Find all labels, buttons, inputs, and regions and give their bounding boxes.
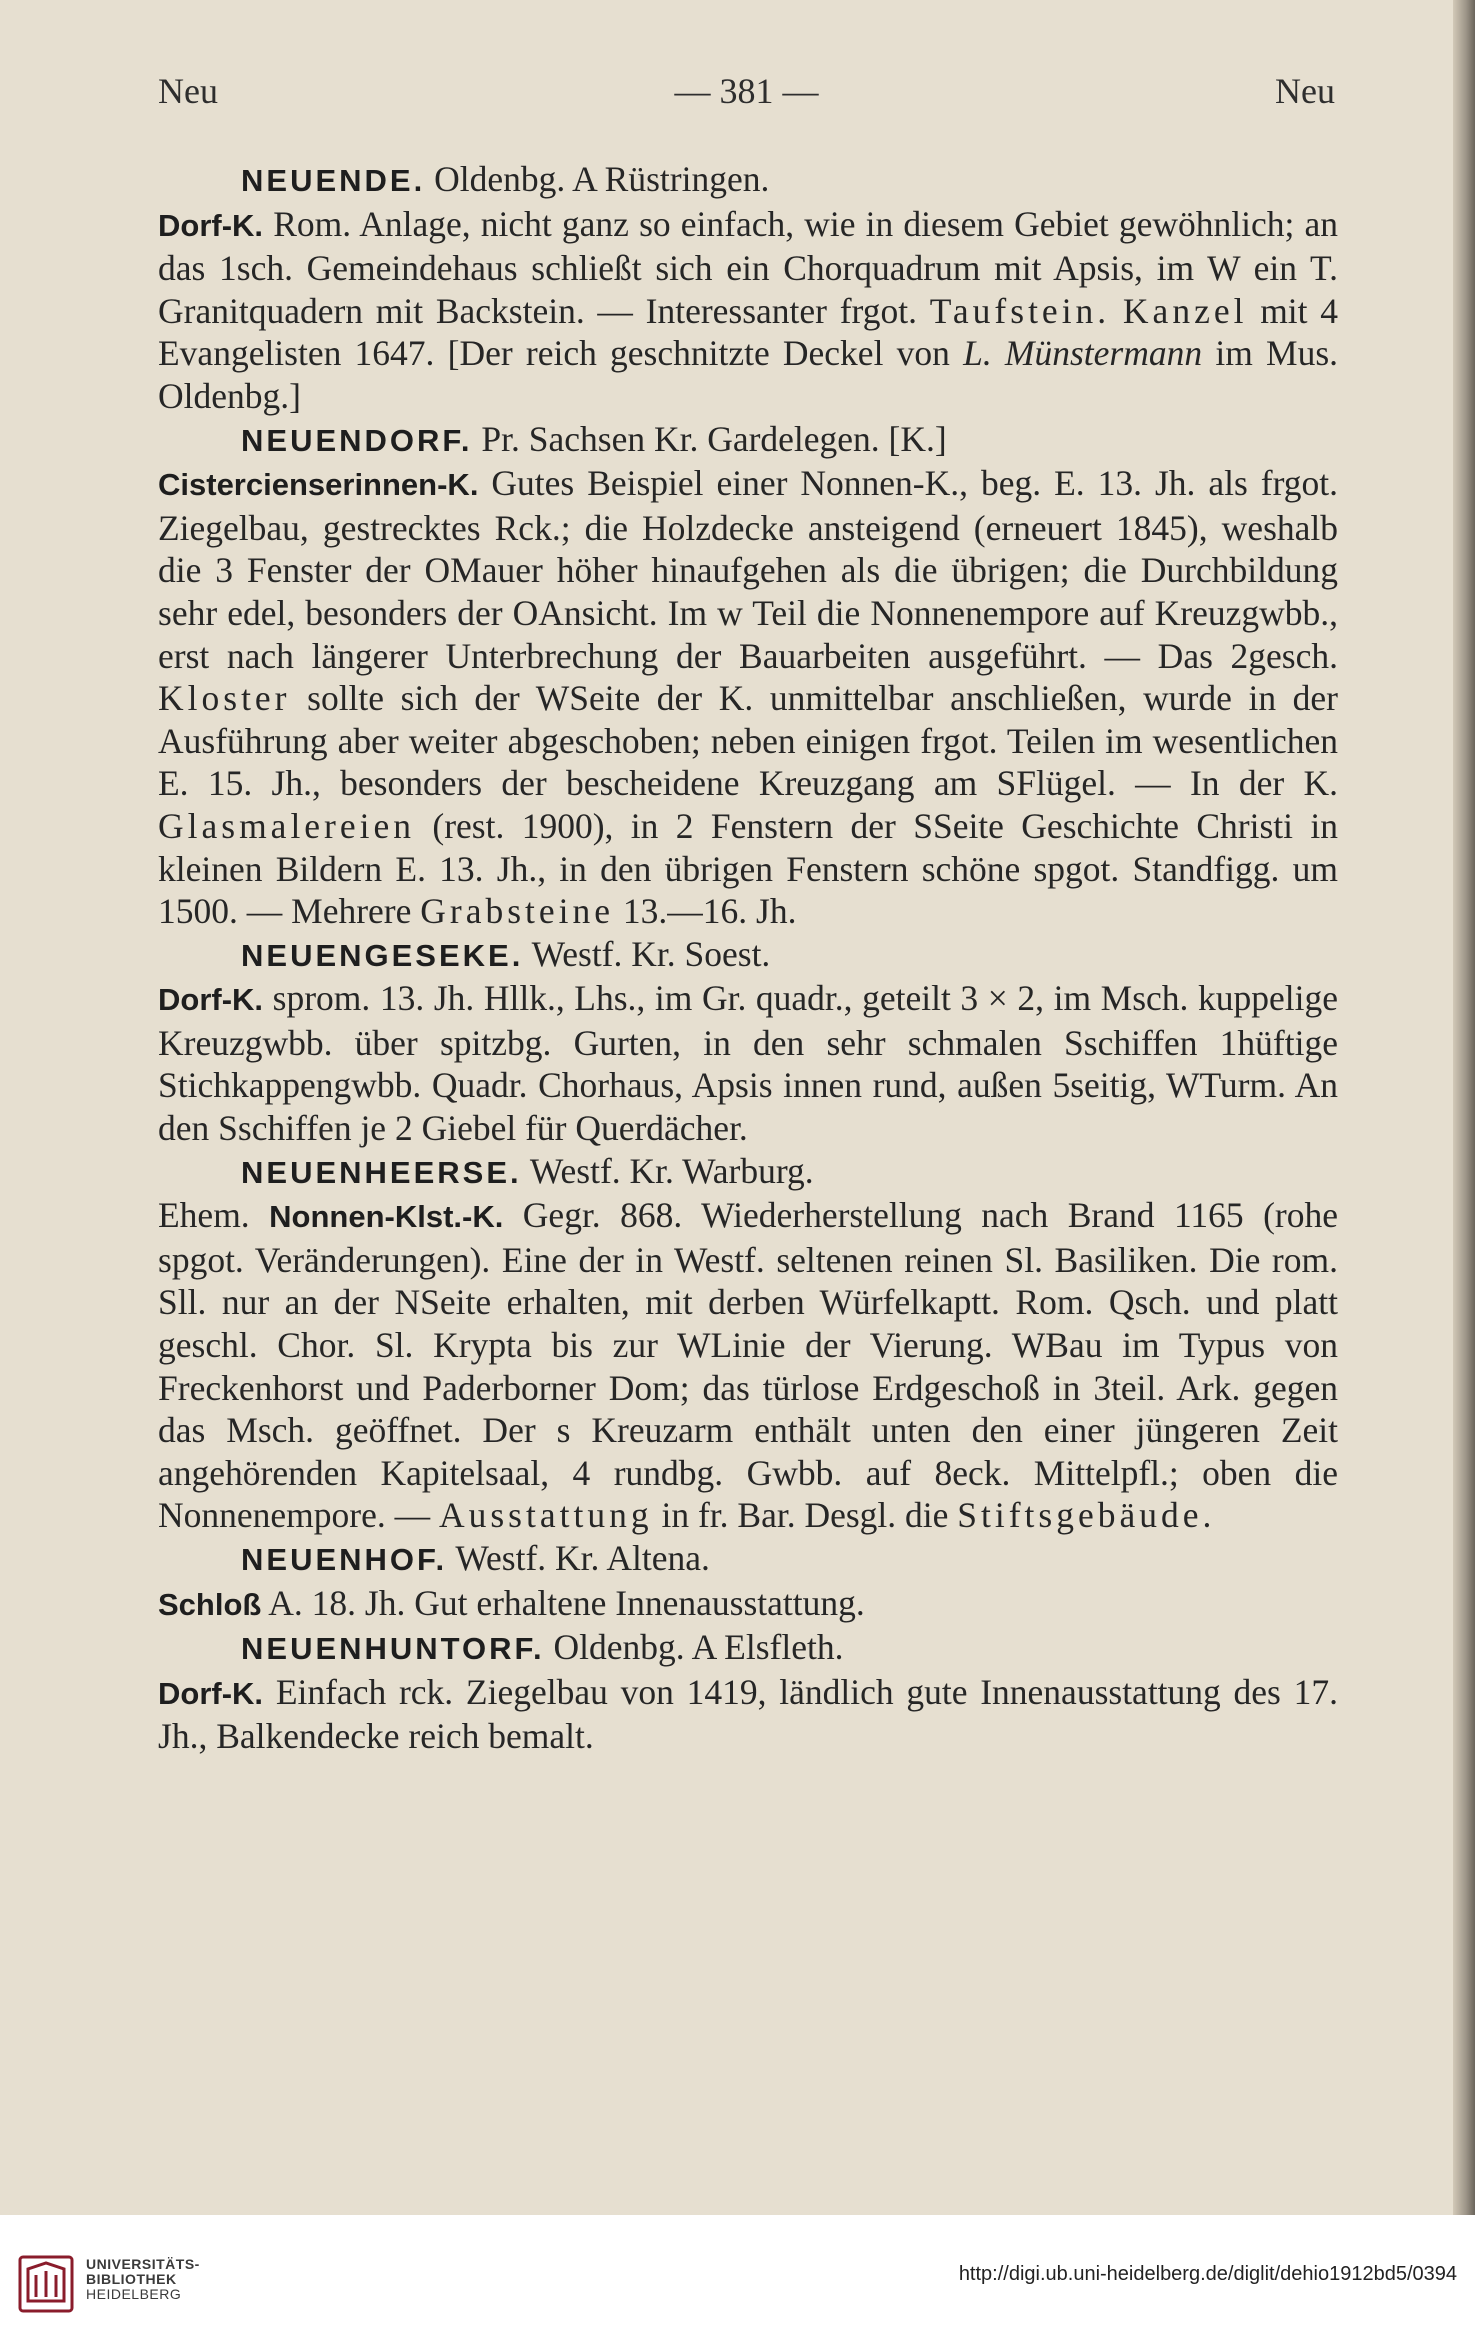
text-run: mit 4 Evangelisten 1647. [Der reich geschnitzte Deckel von	[158, 290, 1339, 374]
entry-title: NEUENHEERSE.	[241, 1154, 522, 1190]
entry-region: Oldenbg. A Rüstringen.	[434, 159, 770, 199]
spaced-term: Ausstattung	[438, 1495, 653, 1536]
entry-text	[158, 203, 1338, 418]
entry-heading	[241, 158, 1338, 203]
text-run: Gutes Beispiel einer Nonnen-K., beg. E. 13. Jh. als frgot. Ziegelbau, gestrecktes Rck.; die Holzdecke ansteigend (erneuert 1845), weshalb die 3 Fenster der OMauer höher hinaufgehen als die übrigen; die Durchbildung sehr edel, besonders der OAnsicht. Im w Teil die Nonnenempore auf Kreuzgwbb., erst nach längerer Unterbrechung der Bauarbeiten ausgeführt. — Das 2gesch.	[158, 463, 1338, 676]
entry-label: Nonnen-Klst.-K.	[269, 1199, 504, 1235]
text-run: sollte sich der WSeite der K. unmittelbar anschließen, wurde in der Ausführung aber weiter abgeschoben; neben einigen frgot. Teilen im wesentlichen E. 15. Jh., besonders der bescheidene Kreuzgang am SFlügel. — In der K.	[158, 678, 1338, 804]
entry-region: Westf. Kr. Warburg.	[529, 1150, 814, 1191]
spaced-term: Taufstein.	[929, 290, 1111, 331]
entry-heading	[241, 1537, 1338, 1582]
entry-neuenheerse	[158, 1150, 1338, 1537]
entry-heading	[241, 1150, 1338, 1195]
text-run: Einfach rck. Ziegelbau von 1419, ländlich gute Innenausstattung des 17. Jh., Balkendecke reich bemalt.	[158, 1671, 1339, 1757]
page-number: — 381 —	[674, 71, 819, 111]
entry-neuende	[158, 158, 1338, 418]
entry-text	[158, 462, 1338, 933]
entry-region: Pr. Sachsen Kr. Gardelegen. [K.]	[481, 418, 947, 459]
entry-label: Dorf-K.	[158, 982, 264, 1018]
text-run: sprom. 13. Jh. Hllk., Lhs., im Gr. quadr., geteilt 3 × 2, im Msch. kuppelige Kreuzgwbb. über spitzbg. Gurten, in den sehr schmalen Sschiffen 1hüftige Stichkappengwbb. Quadr. Chorhaus, Apsis innen rund, außen 5seitig, WTurm. An den Sschiffen je 2 Giebel für Querdächer.	[158, 978, 1338, 1149]
library-logo-icon	[18, 2255, 74, 2313]
entry-region: Westf. Kr. Soest.	[531, 933, 771, 974]
library-name-line: HEIDELBERG	[86, 2286, 182, 2302]
page-body	[158, 158, 1338, 1758]
entry-label: Cistercienserinnen-K.	[158, 467, 479, 503]
header-right-keyword: Neu	[1275, 71, 1335, 111]
spaced-term: Grabsteine	[420, 891, 615, 932]
text-run: Gegr. 868. Wiederherstellung nach Brand 1165 (rohe spgot. Veränderungen). Eine der in Westf. seltenen reinen Sl. Basiliken. Die rom. Sll. nur an der NSeite erhalten, mit derben Würfelkaptt. Rom. Qsch. und platt geschl. Chor. Sl. Krypta bis zur WLinie der Vierung. WBau im Typus von Freckenhorst und Paderborner Dom; das türlose Erdgeschoß in 3teil. Ark. gegen das Msch. geöffnet. Der s Kreuzarm enthält unten den einer jüngeren Zeit angehörenden Kapitelsaal, 4 rundbg. Gwbb. auf 8eck. Mittelpfl.; oben die Nonnenempore. —	[158, 1195, 1338, 1536]
entry-text	[158, 1194, 1338, 1537]
digitization-footer	[0, 2215, 1475, 2349]
entry-text	[158, 977, 1338, 1149]
entry-heading	[241, 1626, 1338, 1671]
spaced-term: Kloster	[158, 678, 291, 719]
header-left-keyword: Neu	[158, 71, 218, 111]
entry-label: Schloß	[158, 1586, 262, 1622]
library-name	[86, 2257, 200, 2302]
text-run: in fr. Bar. Desgl. die	[661, 1495, 949, 1536]
entry-label: Dorf-K.	[158, 207, 264, 243]
entry-heading	[241, 418, 1338, 463]
entry-label: Dorf-K.	[158, 1675, 264, 1711]
source-url-link[interactable]: http://digi.ub.uni-heidelberg.de/diglit/dehio1912bd5/0394	[958, 2263, 1457, 2285]
library-name-line: UNIVERSITÄTS-	[86, 2256, 200, 2272]
entry-text	[158, 1671, 1338, 1758]
entry-title: NEUENDE.	[241, 163, 426, 198]
entry-region: Westf. Kr. Altena.	[455, 1538, 710, 1578]
spaced-term: Stiftsgebäude.	[957, 1495, 1216, 1536]
artist-name: L. Münstermann	[963, 333, 1203, 374]
spaced-term: Glasmalereien	[158, 805, 416, 846]
entry-neuengeseke	[158, 933, 1338, 1150]
entry-neuenhof	[158, 1537, 1338, 1626]
entry-title: NEUENHOF.	[241, 1542, 448, 1577]
entry-title: NEUENDORF.	[241, 422, 473, 458]
entry-text	[158, 1582, 1338, 1627]
text-run: A. 18. Jh. Gut erhaltene Innenausstattung.	[268, 1582, 865, 1623]
entry-region: Oldenbg. A Elsfleth.	[553, 1627, 844, 1668]
text-run: (rest. 1900), in 2 Fenstern der SSeite Geschichte Christi in kleinen Bildern E. 13. Jh., in den übrigen Fenstern schöne spgot. Standfigg. um 1500. — Mehrere	[158, 805, 1339, 932]
entry-title: NEUENGESEKE.	[241, 937, 524, 973]
text-run: 13.—16. Jh.	[622, 891, 797, 932]
entry-heading	[241, 933, 1338, 978]
entry-neuendorf	[158, 418, 1338, 933]
library-name-line: BIBLIOTHEK	[86, 2271, 177, 2287]
text-run: Ehem.	[158, 1195, 250, 1236]
entry-title: NEUENHUNTORF.	[241, 1631, 545, 1667]
spaced-term: Kanzel	[1122, 290, 1248, 331]
page-edge-shadow	[1453, 0, 1475, 2215]
text-run: im Mus. Oldenbg.]	[158, 333, 1339, 416]
text-run: Rom. Anlage, nicht ganz so einfach, wie in diesem Gebiet gewöhnlich; an das 1sch. Gemeindehaus schließt sich ein Chorquadrum mit Apsis, im W ein T. Granitquadern mit Backstein. — Interessanter frgot.	[158, 203, 1338, 331]
running-header	[158, 70, 1335, 120]
entry-neuenhuntorf	[158, 1626, 1338, 1758]
